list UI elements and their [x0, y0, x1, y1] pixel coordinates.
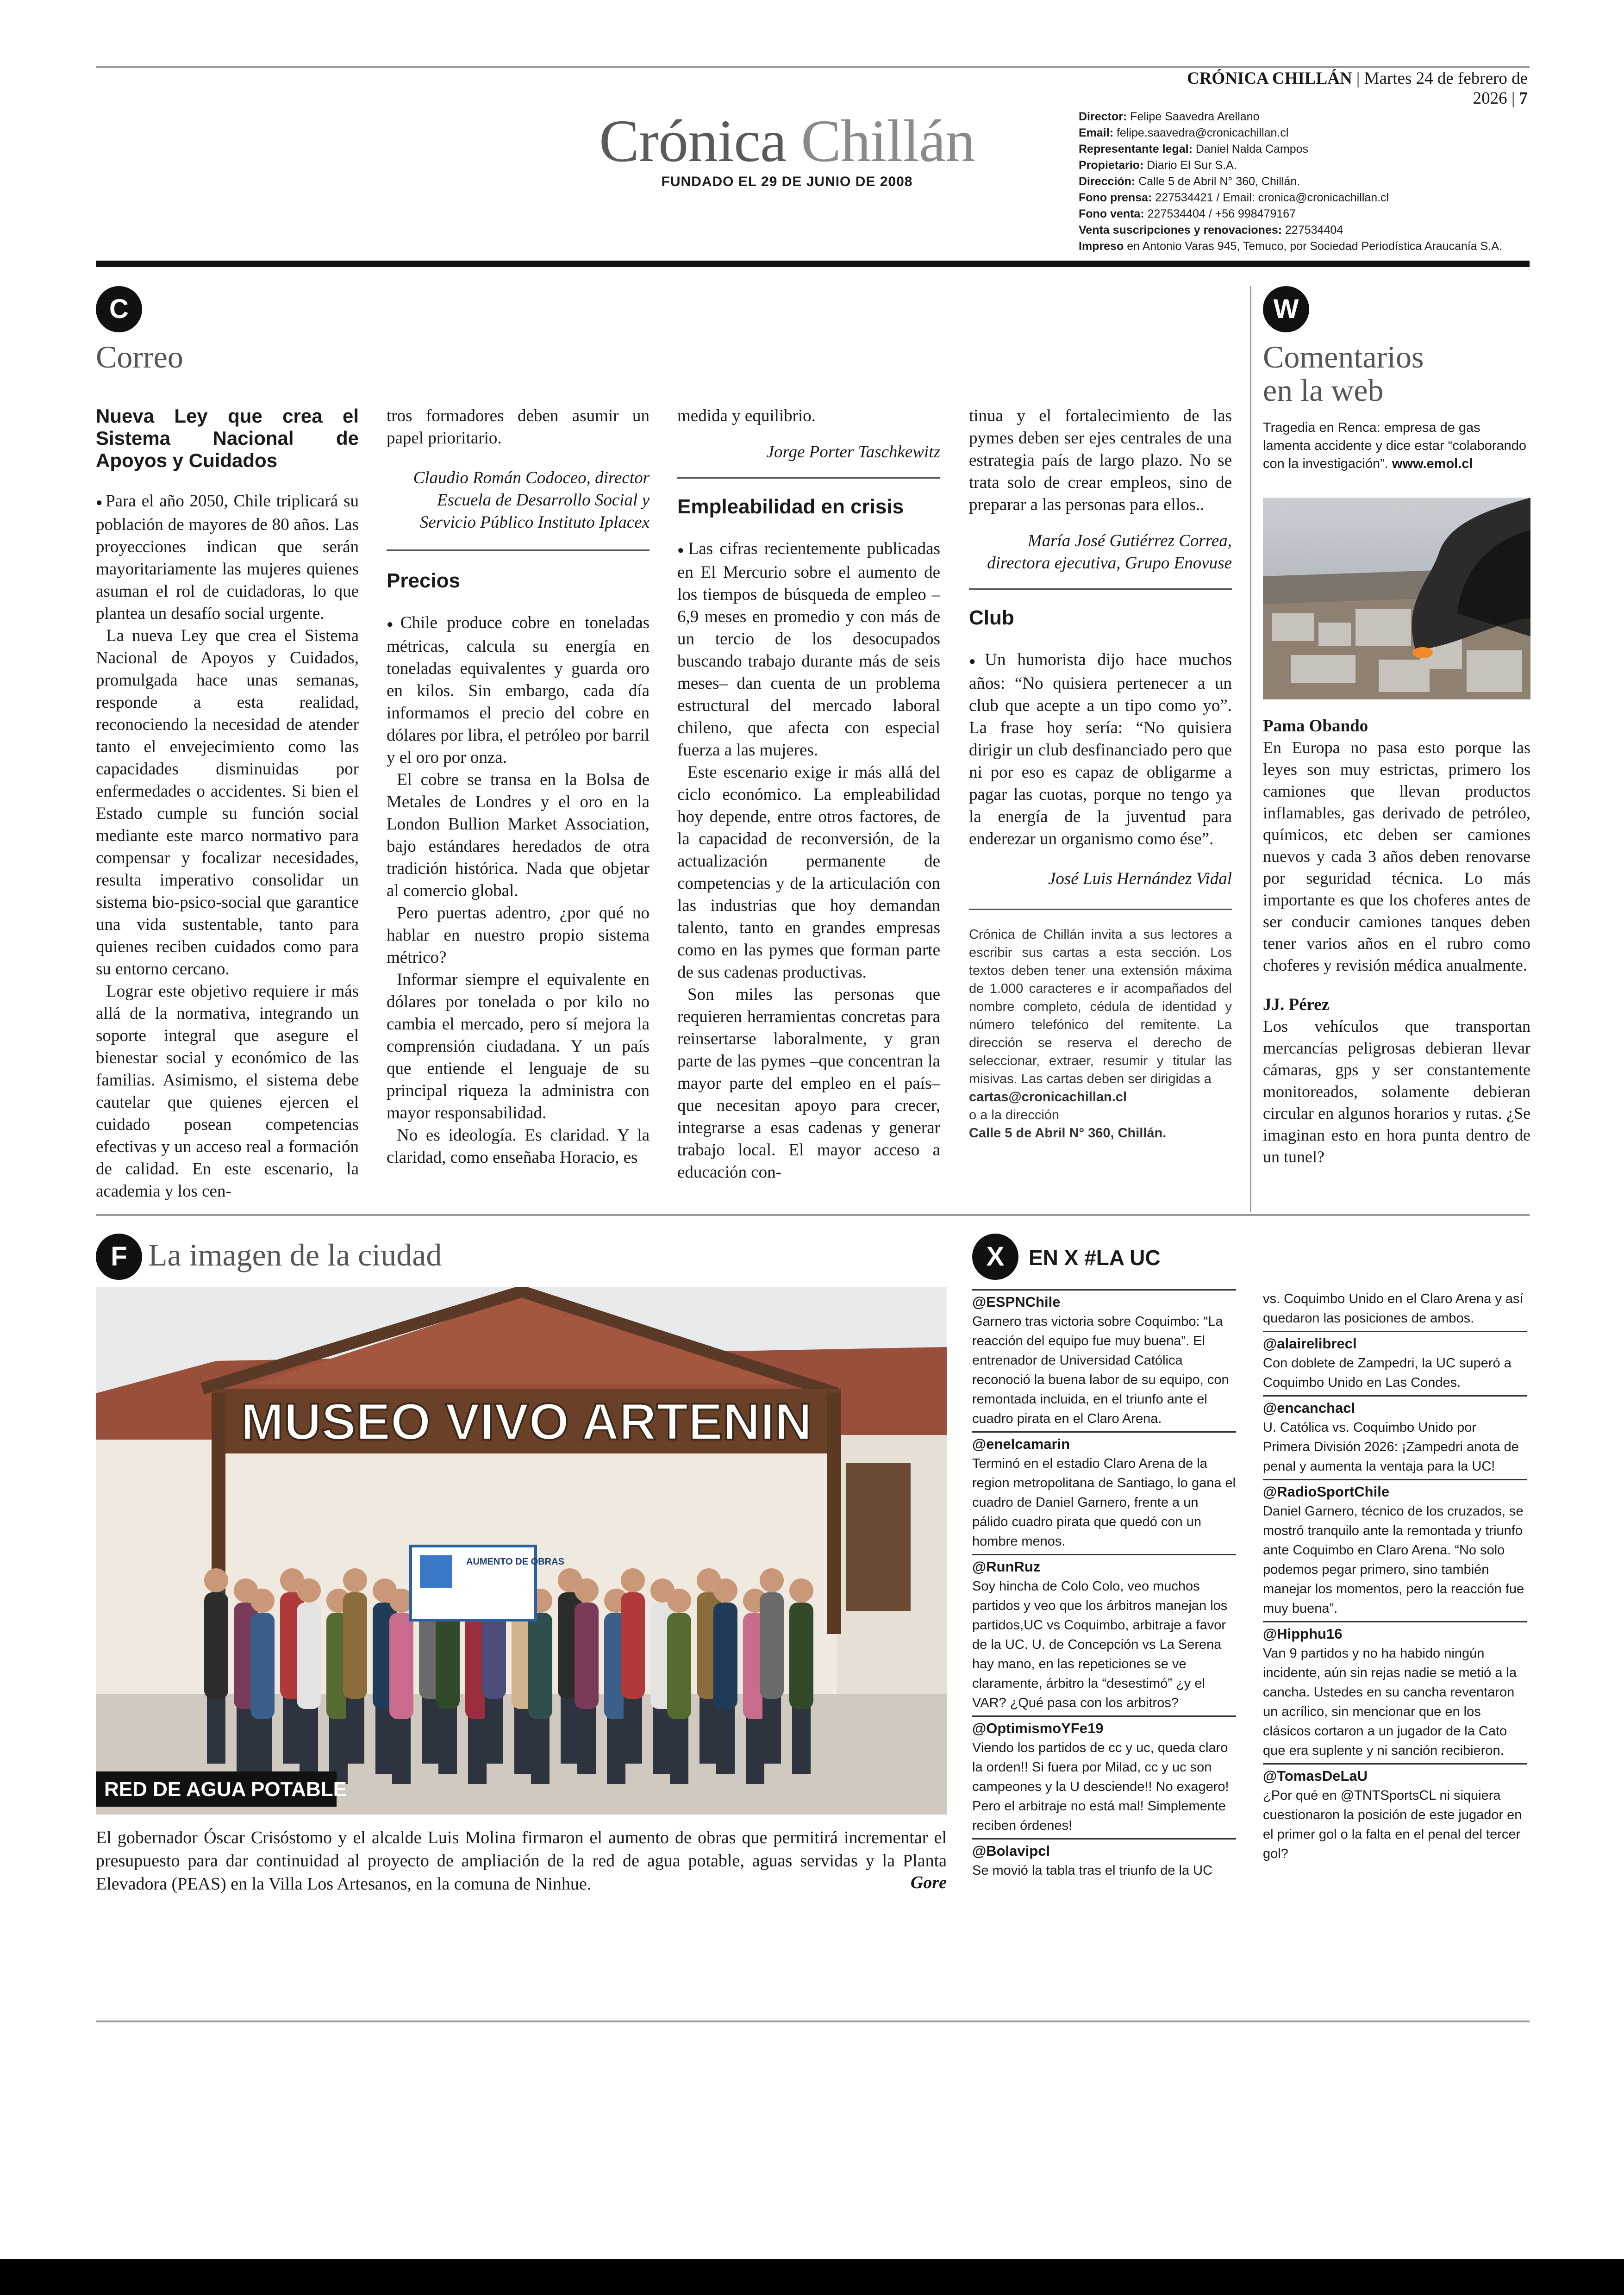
imagen-badge: F: [96, 1234, 142, 1280]
x-handle[interactable]: @RunRuz: [972, 1554, 1236, 1577]
document-logo: [420, 1555, 452, 1588]
person-legs: [716, 1704, 735, 1774]
x-post-text: Se movió la tabla tras el triunfo de la UC: [972, 1863, 1213, 1878]
x-post-text: Daniel Garnero, técnico de los cruzados, se mostró tranquilo ante la remontada y triunfo ante Coquimbo en Claro Arena. “No solo podemos pegar primero, sino también manejar los momentos, pero la reacción fue muy buena”.: [1263, 1504, 1524, 1616]
letter1-paragraph: La nueva Ley que crea el Sistema Nacional de Apoyos y Cuidados, promulgada hace unas semanas, responde a esta realidad, reconociendo la necesidad de atender tanto el envejecimiento como las capacidades disminuidas por enfermedades o accidentes. Si bien el Estado cumple su función social mediante este marco normativo para compensar y focalizar necesidades, resulta imperativo consolidar un sistema bio-psico-social que garantice una vida sustentable, tanto para quienes reciben cuidados como para su entorno cercano.: [96, 626, 359, 979]
x-handle[interactable]: @OptimismoYFe19: [972, 1715, 1236, 1738]
web-title-line1: Comentarios: [1263, 339, 1424, 374]
letter4-paragraph: ● Un humorista dijo hace muchos años: “No quisiera pertenecer a un club que acepte a un tipo como yo”. La frase hoy sería: “No quisiera dirigir un club desfinanciado pero que ni por eso es capaz de obligarme a pagar las cuotas, porque no tengo ya la energía de la juventud para enderezar un organismo como ése”.: [969, 649, 1232, 850]
x-feed-column-2: [1263, 1289, 1527, 1866]
photo-credit: Gore: [910, 1873, 947, 1892]
letter2-paragraph: ● Chile produce cobre en toneladas métricas, calcula su energía en toneladas equivalentes y guarda oro en kilos. Sin embargo, cada día informamos el precio del cobre en dólares por libra, el petróleo por barril y el oro por onza.: [387, 612, 650, 769]
masthead-label: Impreso: [1079, 240, 1124, 253]
photo-label: RED DE AGUA POTABLE: [104, 1778, 347, 1801]
person-body: [204, 1592, 228, 1699]
person-body: [789, 1603, 813, 1709]
letter2-paragraph: Informar siempre el equivalente en dólares por tonelada o por kilo no cambia el mercado, pero sí mejora la comprensión ciudadana. Y un país que entiende el lenguaje de su principal riqueza la administra con mayor responsabilidad.: [387, 970, 650, 1123]
masthead-label: Fono prensa:: [1079, 191, 1152, 204]
header-thick-rule: [96, 261, 1530, 267]
person-head: [760, 1568, 784, 1592]
person-body: [250, 1613, 275, 1719]
letter4-headline: Club: [969, 606, 1014, 629]
masthead-label: Dirección:: [1079, 175, 1136, 188]
person-body: [667, 1613, 691, 1719]
web-comments: [1263, 715, 1530, 1168]
person-head: [297, 1578, 321, 1603]
person-head: [621, 1568, 645, 1592]
letter-divider: [677, 477, 940, 479]
letters-submission-note: [969, 926, 1232, 1142]
column-separator: [1250, 286, 1251, 1212]
masthead-row: [1079, 190, 1565, 206]
imagen-title: La imagen de la ciudad: [148, 1237, 442, 1272]
x-handle[interactable]: @RadioSportChile: [1263, 1479, 1527, 1502]
letter-divider: [969, 588, 1232, 590]
letter2-paragraph: No es ideología. Es claridad. Y la claridad, como enseñaba Horacio, es: [387, 1125, 650, 1167]
person-body: [575, 1603, 599, 1709]
person-body: [389, 1613, 413, 1719]
masthead-value: felipe.saavedra@cronicachillan.cl: [1116, 126, 1289, 139]
x-post-text: U. Católica vs. Coquimbo Unido por Primera División 2026: ¡Zampedri anota de penal y aumenta la ventaja para la UC!: [1263, 1420, 1519, 1474]
letter2-signature: Jorge Porter Taschkewitz: [766, 443, 940, 461]
person-legs: [624, 1694, 642, 1764]
person-head: [575, 1578, 599, 1603]
logo-word-cronica: Crónica: [599, 108, 787, 175]
x-handle[interactable]: @Hipphu16: [1263, 1621, 1527, 1644]
correo-column-4: [969, 405, 1232, 1142]
x-post-text: Terminó en el estadio Claro Arena de la region metropolitana de Santiago, lo gana el cuadro de Daniel Garnero, frente a un pálido cuadro pirata que quedó con un hombre menos.: [972, 1456, 1236, 1549]
letter3-paragraph: Este escenario exige ir más allá del ciclo económico. La empleabilidad hoy depende, entre otros factores, de la capacidad de reconversión, de la actualización permanente de competencias y de la articulación con las industrias que hoy demandan talento, tanto en grandes empresas como en las pymes que forman parte de sus cadenas productivas.: [677, 762, 940, 982]
folio-paper: CRÓNICA CHILLÁN: [1187, 69, 1352, 88]
masthead-value: en Antonio Varas 945, Temuco, por Sociedad Periodística Araucanía S.A.: [1127, 240, 1502, 253]
x-post-text: Garnero tras victoria sobre Coquimbo: “La reacción del equipo fue muy buena”. El entrenador de Universidad Católica reconoció la buena labor de su equipo, con remontada incluida, en el triunfo ante el cuadro pirata en el Claro Arena.: [972, 1314, 1229, 1426]
note-address: Calle 5 de Abril N° 360, Chillán.: [969, 1125, 1167, 1141]
masthead-row: [1079, 174, 1565, 190]
photo-caption: [96, 1826, 947, 1896]
letter1-paragraph: ● Para el año 2050, Chile triplicará su población de mayores de 80 años. Las proyecciones indican que serán mayoritariamente las mujeres quienes asuman el rol de cuidadoras, lo que plantea un desafío social urgente.: [96, 490, 359, 625]
person-legs: [577, 1704, 596, 1774]
letter-divider: [387, 549, 650, 551]
mid-rule: [96, 1214, 1530, 1216]
newspaper-logo: [556, 106, 1018, 176]
person-legs: [531, 1715, 550, 1784]
x-badge: X: [972, 1234, 1018, 1280]
letter4-signature: José Luis Hernández Vidal: [1048, 869, 1232, 888]
note-or: o a la dirección: [969, 1107, 1060, 1123]
web-lead: [1263, 419, 1530, 473]
letter2-paragraph: Pero puertas adentro, ¿por qué no hablar en nuestro propio sistema métrico?: [387, 903, 650, 967]
web-comment-author: Pama Obando: [1263, 717, 1368, 736]
correo-column-1: [96, 405, 359, 1203]
museum-sign-text: MUSEO VIVO ARTENIN: [240, 1393, 812, 1451]
masthead-value: 227534404: [1285, 224, 1343, 237]
person-body: [713, 1603, 737, 1709]
correo-badge: C: [96, 286, 142, 332]
person-body: [297, 1603, 321, 1709]
masthead-label: Director:: [1079, 110, 1127, 123]
letter2-paragraph: El cobre se transa en la Bolsa de Metales de Londres y el oro en la London Bullion Market Association, bajo estándares heredados de otra tradición histórica. Nada que objetar al comercio global.: [387, 770, 650, 900]
correo-title: Correo: [96, 339, 183, 374]
letter3-signature: María José Gutiérrez Correa, directora ejecutiva, Grupo Enovuse: [987, 531, 1232, 573]
web-title-line2: en la web: [1263, 373, 1384, 408]
web-comment-author: JJ. Pérez: [1263, 995, 1330, 1014]
x-handle[interactable]: @TomasDeLaU: [1263, 1763, 1527, 1786]
web-comment-text: Los vehículos que transportan mercancías peligrosas debieran llevar cámaras, gps y ser constantemente monitoreados, solamente debieran circular en algunos horarios y rutas. ¿Se imaginan esto en hora punta dentro de un tunel?: [1263, 1017, 1530, 1166]
letter2-continuation: medida y equilibrio.: [677, 406, 816, 425]
masthead-row: [1079, 206, 1565, 222]
person-body: [343, 1592, 367, 1699]
x-post-text: Soy hincha de Colo Colo, veo muchos partidos y veo que los árbitros manejan los partidos,UC vs Coquimbo, arbitraje a favor de la UC. U. de Concepción vs La Serena hay mano, en las repeticiones se ve claramente, árbitro la “desestimó” ¿y el VAR? ¿Qué pasa con los arbitros?: [972, 1579, 1228, 1710]
person-legs: [300, 1704, 318, 1774]
web-lead-text: Tragedia en Renca: empresa de gas lamenta accidente y dice estar “colaborando con la investigación”.: [1263, 420, 1527, 471]
masthead-row: [1079, 157, 1565, 174]
x-feed-column-1: [972, 1289, 1236, 1883]
letter1-continuation: tros formadores deben asumir un papel prioritario.: [387, 406, 650, 448]
person-head: [343, 1568, 367, 1592]
masthead-label: Fono venta:: [1079, 207, 1144, 220]
person-legs: [762, 1694, 781, 1764]
city-photo: [96, 1287, 947, 1815]
masthead-label: Email:: [1079, 126, 1114, 139]
photo-caption-text: El gobernador Óscar Crisóstomo y el alcalde Luis Molina firmaron el aumento de obras que permitirá incrementar el presupuesto para dar continuidad al proyecto de ampliación de la red de agua potable, aguas servidas y la Planta Elevadora (PEAS) en la Villa Los Artesanos, en la comuna de Ninhue.: [96, 1828, 947, 1894]
footer-band: [0, 2259, 1624, 2295]
letter1-headline: Nueva Ley que crea el Sistema Nacional de Apoyos y Cuidados: [96, 405, 359, 471]
person-legs: [607, 1715, 625, 1784]
masthead-row: [1079, 222, 1565, 238]
letter2-headline: Precios: [387, 569, 460, 592]
masthead-row: [1079, 109, 1565, 125]
masthead-label: Venta suscripciones y renovaciones:: [1079, 224, 1282, 237]
person-legs: [468, 1715, 487, 1784]
masthead-value: 227534404 / +56 998479167: [1147, 207, 1296, 220]
person-legs: [438, 1704, 457, 1774]
x-post-text: Con doblete de Zampedri, la UC superó a Coquimbo Unido en Las Condes.: [1263, 1356, 1512, 1390]
masthead-value: 227534421 / Email: cronica@cronicachillan.cl: [1155, 191, 1389, 204]
masthead-row: [1079, 238, 1565, 255]
web-title: [1263, 340, 1424, 407]
masthead-credits: [1079, 109, 1565, 255]
x-handle[interactable]: @ESPNChile: [972, 1289, 1236, 1312]
correo-column-3: [677, 405, 940, 1184]
letter-divider: [969, 909, 1232, 910]
folio: CRÓNICA CHILLÁN | Martes 24 de febrero de 2026 | 7: [1187, 69, 1528, 108]
letter3-headline: Empleabilidad en crisis: [677, 495, 904, 518]
letter3-paragraph: ● Las cifras recientemente publicadas en El Mercurio sobre el aumento de los tiempos de búsqueda de empleo –6,9 meses en promedio y con más de un tercio de los desocupados buscando trabajo durante más de seis meses– dan cuenta de un problema estructural del mercado laboral chileno, que afecta con especial fuerza a las mujeres.: [677, 538, 940, 761]
masthead-label: Propietario:: [1079, 159, 1144, 172]
x-post-text: ¿Por qué en @TNTSportsCL ni siquiera cuestionaron la posición de este jugador en el primer gol o la falta en el penal del tercer gol?: [1263, 1788, 1522, 1861]
top-rule: [96, 66, 1530, 68]
logo-word-chillan: Chillán: [801, 108, 975, 175]
x-handle[interactable]: @Bolavipcl: [972, 1838, 1236, 1861]
person-body: [621, 1592, 645, 1699]
masthead-row: [1079, 125, 1565, 141]
document-heading: AUMENTO DE OBRAS: [466, 1557, 564, 1567]
bottom-rule: [96, 2021, 1530, 2022]
masthead-value: Felipe Saavedra Arellano: [1130, 110, 1260, 123]
letter1-paragraph: Lograr este objetivo requiere ir más allá de la normativa, integrando un soporte integral que asegure el bienestar social y económico de las familias. Asimismo, el sistema debe cautelar que quienes ejercen el cuidado posean competencias efectivas y un acceso real a formación de calidad. En este escenario, la academia y los cen-: [96, 981, 359, 1201]
doorway: [846, 1463, 911, 1611]
letter3-paragraph: Son miles las personas que requieren herramientas concretas para reinsertarse laboralmente, y gran parte de las pymes –que concentran la mayor parte del empleo en el país– que necesitan apoyo para crecer, integrarse a esas cadenas y generar trabajo local. El mayor acceso a educación con-: [677, 985, 940, 1182]
person-legs: [207, 1694, 225, 1764]
person-head: [250, 1589, 275, 1613]
person-head: [789, 1578, 813, 1603]
folio-page: 7: [1519, 89, 1528, 108]
x-post-text: Van 9 partidos y no ha habido ningún incidente, aún sin rejas nadie se metió a la cancha. Ustedes en su cancha reventaron un acrílico, sin mencionar que en los clásicos cortaron a un jugador de la Cato que era suplente y ni sanción recibieron.: [1263, 1646, 1517, 1758]
masthead-row: [1079, 141, 1565, 157]
fire-glow: [1412, 647, 1433, 658]
person-legs: [392, 1715, 411, 1784]
x-handle[interactable]: @encanchacl: [1263, 1395, 1527, 1418]
web-lead-source[interactable]: www.emol.cl: [1392, 456, 1473, 471]
x-feed-title: EN X #LA UC: [1029, 1246, 1161, 1270]
web-comment-text: En Europa no pasa esto porque las leyes son muy estrictas, primero los camiones que llevan productos inflamables, gas derivado de petróleo, químicos, etc deben ser camiones nuevos y cada 3 años deben renovarse por seguridad técnica. Lo más importante es que los choferes antes de ser conducir camiones tanques deben tener varios años en el rubro como choferes y revisión médica anualmente.: [1263, 738, 1530, 974]
founded-date: FUNDADO EL 29 DE JUNIO DE 2008: [661, 174, 913, 189]
person-legs: [746, 1715, 764, 1784]
letter3-continuation: tinua y el fortalecimiento de las pymes deben ser ejes centrales de una estrategia país de largo plazo. No se trata solo de crear empleos, sino de preparar a las personas para ellos..: [969, 406, 1232, 514]
masthead-value: Calle 5 de Abril N° 360, Chillán.: [1138, 175, 1300, 188]
person-body: [760, 1592, 784, 1699]
note-email[interactable]: cartas@cronicachillan.cl: [969, 1089, 1127, 1104]
person-legs: [485, 1694, 503, 1764]
x-handle[interactable]: @alairelibrecl: [1263, 1331, 1527, 1353]
person-legs: [792, 1704, 811, 1774]
x-post-text: Viendo los partidos de cc y uc, queda claro la orden!! Si fuera por Milad, cc y uc son campeones y la U desciende!! No exagero! Pero el arbitraje no está mal! Simplemente reciben órdenes!: [972, 1740, 1229, 1833]
x-continuation: vs. Coquimbo Unido en el Claro Arena y así quedaron las posiciones de ambos.: [1263, 1291, 1524, 1326]
note-text: Crónica de Chillán invita a sus lectores a escribir sus cartas a esta sección. Los textos deben tener una extensión máxima de 1.000 caracteres e ir acompañados del nombre completo, cédula de identidad y número telefónico del remitente. La dirección se reserva el derecho de seleccionar, extraer, resumir y titular las misivas. Las cartas deben ser dirigidas a: [969, 927, 1232, 1086]
letter1-signature: Claudio Román Codoceo, director Escuela de Desarrollo Social y Servicio Público Instituto Iplacex: [413, 468, 650, 532]
post-right: [827, 1393, 841, 1634]
person-legs: [670, 1715, 688, 1784]
web-photo-fire: [1263, 498, 1530, 699]
folio-date: Martes 24 de febrero de 2026: [1364, 69, 1528, 108]
correo-column-2: [387, 405, 650, 1169]
person-head: [204, 1568, 228, 1592]
masthead-value: Diario El Sur S.A.: [1147, 159, 1237, 172]
masthead-value: Daniel Nalda Campos: [1195, 143, 1309, 156]
x-handle[interactable]: @enelcamarin: [972, 1431, 1236, 1454]
person-head: [667, 1589, 691, 1613]
person-body: [528, 1613, 552, 1719]
web-badge: W: [1263, 286, 1309, 332]
person-head: [713, 1578, 737, 1603]
person-legs: [346, 1694, 364, 1764]
masthead-label: Representante legal:: [1079, 143, 1193, 156]
